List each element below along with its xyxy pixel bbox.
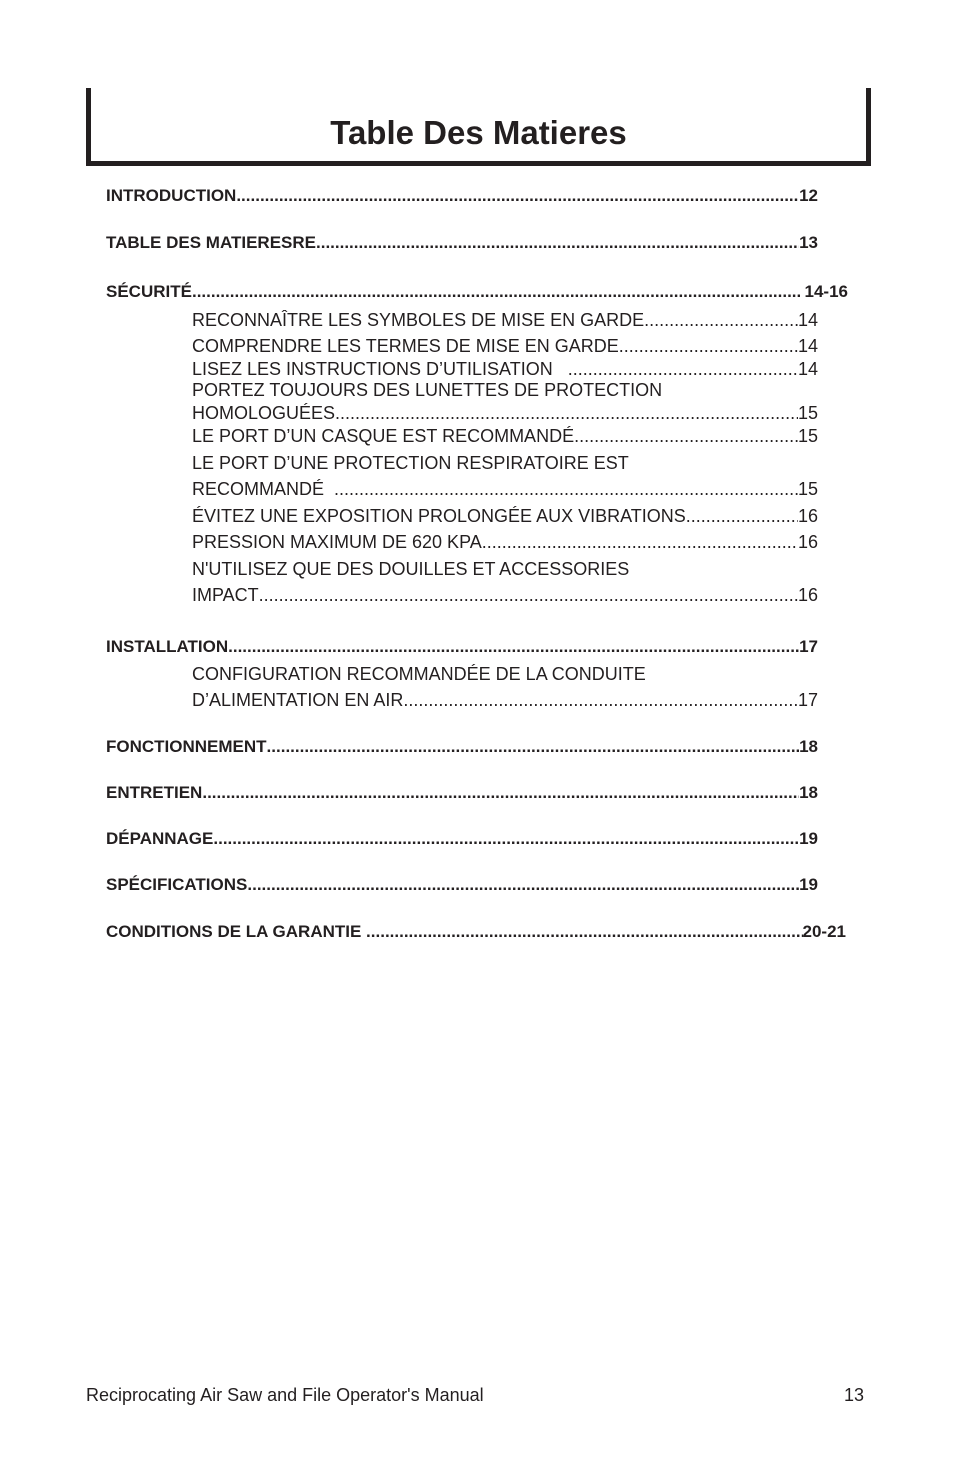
toc-label: LE PORT D’UN CASQUE EST RECOMMANDÉ [192,426,575,446]
page-title: Table Des Matieres [330,114,627,151]
toc-label: PRESSION MAXIMUM DE 620 KPA [192,532,482,552]
toc-item-depannage[interactable] [106,829,818,849]
toc-label: SÉCURITÉ [106,282,192,301]
toc-subitem-respiratoire[interactable] [192,479,818,500]
toc-subitem-symboles[interactable] [192,310,818,331]
dot-leader [236,186,799,206]
toc-label: TABLE DES MATIERESRE [106,233,316,252]
toc-subitem-lunettes[interactable] [192,403,818,424]
dot-leader [228,637,799,657]
toc-label: INTRODUCTION [106,186,237,205]
toc-label: IMPACT [192,585,259,605]
dot-leader [316,233,799,253]
dot-leader [334,479,798,500]
dot-leader [619,336,798,357]
dot-leader [366,922,802,942]
toc-subitem-douilles[interactable] [192,585,818,606]
dot-leader [247,875,799,895]
toc-page: 19 [799,829,818,848]
toc-page: 15 [797,426,818,446]
toc-label: ENTRETIEN [106,783,203,802]
title-box [86,88,871,166]
toc-label: LISEZ LES INSTRUCTIONS D’UTILISATION [192,359,568,379]
toc-subitem-instructions[interactable] [192,359,818,380]
dot-leader [686,506,798,527]
toc-label: INSTALLATION [106,637,229,656]
dot-leader [482,532,798,553]
toc-page: 12 [799,186,818,205]
toc-subitem-douilles-line1: N'UTILISEZ QUE DES DOUILLES ET ACCESSORIES [192,559,630,579]
toc-page: 16 [797,532,818,552]
dot-leader [192,282,800,302]
toc-label: HOMOLOGUÉES [192,403,336,423]
toc-item-introduction[interactable] [106,186,818,206]
toc-label: RECOMMANDÉ [192,479,335,499]
toc-label: COMPRENDRE LES TERMES DE MISE EN GARDE [192,336,619,356]
toc-page: 17 [799,637,818,656]
toc-label: CONDITIONS DE LA GARANTIE [106,922,367,941]
toc-subitem-pression[interactable] [192,532,818,553]
toc-page: 14 [797,359,818,379]
toc-page: 15 [797,403,818,423]
toc-page: 16 [797,506,818,526]
toc-subitem-casque[interactable] [192,426,818,447]
dot-leader [267,737,800,757]
toc-subitem-conduite[interactable] [192,690,818,711]
toc-page: 15 [797,479,818,499]
toc-subitem-vibrations[interactable] [192,506,818,527]
dot-leader [568,359,798,380]
toc-item-installation[interactable] [106,637,818,657]
toc-item-securite[interactable] [106,282,848,302]
dot-leader [335,403,798,424]
toc-page: 14 [797,310,818,330]
toc-subitem-termes[interactable] [192,336,818,357]
toc-item-garantie[interactable] [106,922,846,942]
toc-label: SPÉCIFICATIONS [106,875,248,894]
dot-leader [574,426,798,447]
toc-item-specifications[interactable] [106,875,818,895]
toc-label: D’ALIMENTATION EN AIR [192,690,404,710]
toc-page: 18 [799,737,818,756]
toc-page: 16 [797,585,818,605]
dot-leader [259,585,798,606]
toc-subitem-conduite-line1: CONFIGURATION RECOMMANDÉE DE LA CONDUITE [192,664,646,684]
toc-page: 20-21 [802,922,846,941]
dot-leader [213,829,799,849]
toc-label: ÉVITEZ UNE EXPOSITION PROLONGÉE AUX VIBRATIONS [192,506,686,526]
dot-leader [644,310,798,331]
toc-page: 13 [799,233,818,252]
toc-page: 14 [797,336,818,356]
footer-page-number: 13 [843,1385,864,1405]
toc-page: 18 [799,783,818,802]
dot-leader [202,783,799,803]
toc-subitem-lunettes-line1: PORTEZ TOUJOURS DES LUNETTES DE PROTECTION [192,380,663,400]
toc-subitem-respiratoire-line1: LE PORT D’UNE PROTECTION RESPIRATOIRE EST [192,453,629,473]
toc-page: 19 [799,875,818,894]
toc-label: DÉPANNAGE [106,829,214,848]
toc-item-fonctionnement[interactable] [106,737,818,757]
footer-manual-title: Reciprocating Air Saw and File Operator's Manual [86,1385,484,1405]
toc-item-entretien[interactable] [106,783,818,803]
dot-leader [403,690,798,711]
toc-item-table[interactable] [106,233,818,253]
toc-label: FONCTIONNEMENT [106,737,267,756]
toc-label: RECONNAÎTRE LES SYMBOLES DE MISE EN GARDE [192,310,645,330]
toc-page: 17 [797,690,818,710]
toc-page: 14-16 [799,282,848,301]
